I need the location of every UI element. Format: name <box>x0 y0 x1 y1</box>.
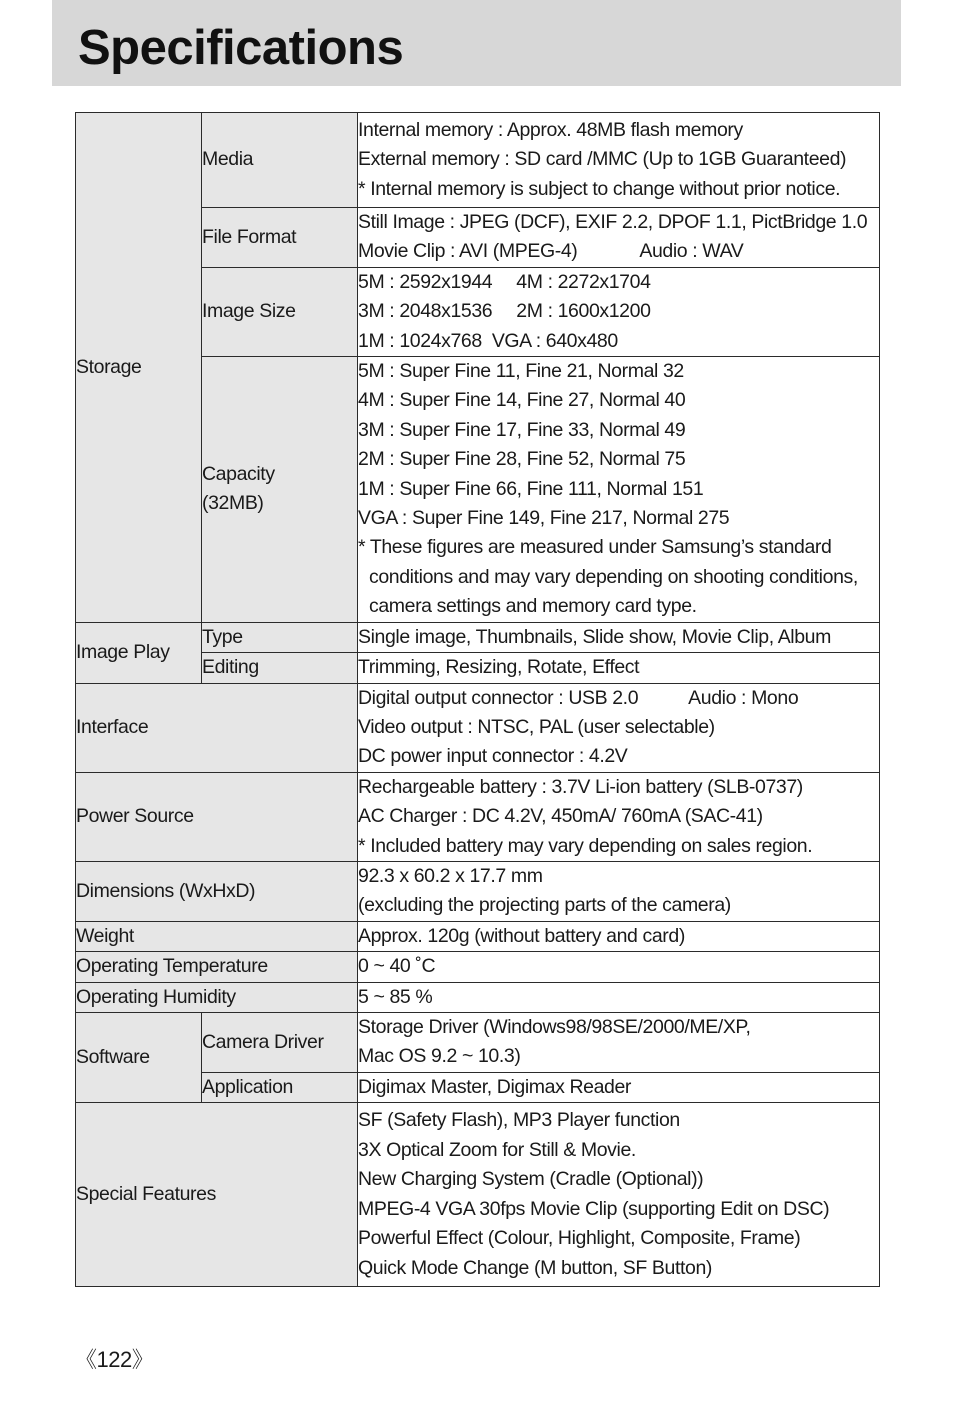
audio-format: Audio : WAV <box>639 240 744 263</box>
note-line: camera settings and memory card type. <box>369 595 697 618</box>
spec-line: 2M : Super Fine 28, Fine 52, Normal 75 <box>358 448 686 471</box>
image-size-value <box>358 267 880 356</box>
audio-output: Audio : Mono <box>688 686 799 709</box>
spec-line: 92.3 x 60.2 x 17.7 mm <box>358 864 543 887</box>
spec-line <box>358 327 879 356</box>
spec-line: Mac OS 9.2 ~ 10.3) <box>358 1045 521 1068</box>
special-features-label: Special Features <box>76 1103 358 1287</box>
movie-clip-format: Movie Clip : AVI (MPEG-4) <box>358 240 578 263</box>
spec-line: 3X Optical Zoom for Still & Movie. <box>358 1138 636 1161</box>
spec-line: MPEG-4 VGA 30fps Movie Clip (supporting Edit on DSC) <box>358 1197 830 1220</box>
spec-line: (excluding the projecting parts of the camera) <box>358 894 731 917</box>
capacity-label <box>202 357 358 623</box>
table-row-software-camera-driver <box>76 1012 880 1072</box>
spec-line <box>358 684 879 713</box>
spec-line: Approx. 120g (without battery and card) <box>358 924 685 947</box>
table-row-power-source <box>76 772 880 861</box>
spec-line: Video output : NTSC, PAL (user selectable) <box>358 715 715 738</box>
table-row-special-features <box>76 1103 880 1287</box>
table-row-interface <box>76 683 880 772</box>
spec-line: 1M : Super Fine 66, Fine 111, Normal 151 <box>358 477 704 500</box>
operating-humidity-label: Operating Humidity <box>76 982 358 1012</box>
spec-line: Digimax Master, Digimax Reader <box>358 1075 632 1098</box>
image-size-entry: 4M : 2272x1704 <box>516 270 651 293</box>
type-value <box>358 622 880 652</box>
interface-value <box>358 683 880 772</box>
table-row-dimensions <box>76 861 880 921</box>
note-line: * These figures are measured under Samsung’s standard <box>358 536 832 559</box>
software-label: Software <box>76 1012 202 1102</box>
digital-output: Digital output connector : USB 2.0 <box>358 686 639 709</box>
interface-label: Interface <box>76 683 358 772</box>
capacity-label-text: Capacity <box>202 462 275 485</box>
table-row-image-play-type <box>76 622 880 652</box>
image-size-entry: 1M : 1024x768 <box>358 329 482 352</box>
image-size-entry: 3M : 2048x1536 <box>358 300 493 323</box>
dimensions-label: Dimensions (WxHxD) <box>76 861 358 921</box>
image-play-label: Image Play <box>76 622 202 683</box>
file-format-value <box>358 208 880 268</box>
operating-temperature-value <box>358 952 880 982</box>
type-label: Type <box>202 622 358 652</box>
application-label: Application <box>202 1072 358 1102</box>
spec-line: 0 ~ 40 ˚C <box>358 955 436 978</box>
capacity-value <box>358 357 880 623</box>
note-line: conditions and may vary depending on shooting conditions, <box>369 565 858 588</box>
power-source-value <box>358 772 880 861</box>
spec-line <box>358 268 879 297</box>
spec-line <box>358 297 879 326</box>
spec-line: 4M : Super Fine 14, Fine 27, Normal 40 <box>358 389 686 412</box>
storage-label: Storage <box>76 113 202 623</box>
spec-line: VGA : Super Fine 149, Fine 217, Normal 275 <box>358 507 730 530</box>
spec-line: Powerful Effect (Colour, Highlight, Composite, Frame) <box>358 1227 801 1250</box>
table-row-weight <box>76 921 880 951</box>
table-row-operating-temperature <box>76 952 880 982</box>
editing-label: Editing <box>202 653 358 683</box>
spec-line: SF (Safety Flash), MP3 Player function <box>358 1109 680 1132</box>
power-source-label: Power Source <box>76 772 358 861</box>
spec-line: * Internal memory is subject to change without prior notice. <box>358 177 841 200</box>
media-value <box>358 113 880 208</box>
table-row-storage-media <box>76 113 880 208</box>
capacity-size-text: (32MB) <box>202 492 264 515</box>
spec-line: Rechargeable battery : 3.7V Li-ion battery (SLB-0737) <box>358 775 803 798</box>
page-number: 《122》 <box>75 1347 154 1372</box>
spec-line: Still Image : JPEG (DCF), EXIF 2.2, DPOF 1.1, PictBridge 1.0 <box>358 211 868 233</box>
spec-line: 5M : Super Fine 11, Fine 21, Normal 32 <box>358 360 684 383</box>
special-features-value <box>358 1103 880 1287</box>
spec-line: Internal memory : Approx. 48MB flash memory <box>358 118 743 141</box>
spec-line: AC Charger : DC 4.2V, 450mA/ 760mA (SAC-41) <box>358 805 763 828</box>
table-row-operating-humidity <box>76 982 880 1012</box>
spec-line: * Included battery may vary depending on sales region. <box>358 834 813 857</box>
file-format-label: File Format <box>202 208 358 268</box>
operating-humidity-value <box>358 982 880 1012</box>
spec-line: New Charging System (Cradle (Optional)) <box>358 1168 704 1191</box>
image-size-entry: VGA : 640x480 <box>491 329 618 352</box>
spec-line: DC power input connector : 4.2V <box>358 745 628 768</box>
image-size-entry: 5M : 2592x1944 <box>358 270 493 293</box>
page-title: Specifications <box>78 21 404 75</box>
image-size-label: Image Size <box>202 267 358 356</box>
media-label: Media <box>202 113 358 208</box>
dimensions-value <box>358 861 880 921</box>
camera-driver-label: Camera Driver <box>202 1012 358 1072</box>
spec-line: 5 ~ 85 % <box>358 985 433 1008</box>
editing-value <box>358 653 880 683</box>
spec-line <box>358 237 879 266</box>
image-size-entry: 2M : 1600x1200 <box>516 300 651 323</box>
weight-label: Weight <box>76 921 358 951</box>
weight-value <box>358 921 880 951</box>
spec-line: Quick Mode Change (M button, SF Button) <box>358 1256 712 1279</box>
application-value <box>358 1072 880 1102</box>
spec-line: Trimming, Resizing, Rotate, Effect <box>358 656 640 679</box>
spec-line: External memory : SD card /MMC (Up to 1GB Guaranteed) <box>358 148 847 171</box>
specifications-table <box>75 112 880 1287</box>
spec-line: Storage Driver (Windows98/98SE/2000/ME/XP, <box>358 1015 751 1038</box>
title-banner <box>52 0 901 86</box>
spec-line: 3M : Super Fine 17, Fine 33, Normal 49 <box>358 418 686 441</box>
camera-driver-value <box>358 1012 880 1072</box>
operating-temperature-label: Operating Temperature <box>76 952 358 982</box>
spec-line: Single image, Thumbnails, Slide show, Movie Clip, Album <box>358 625 831 648</box>
